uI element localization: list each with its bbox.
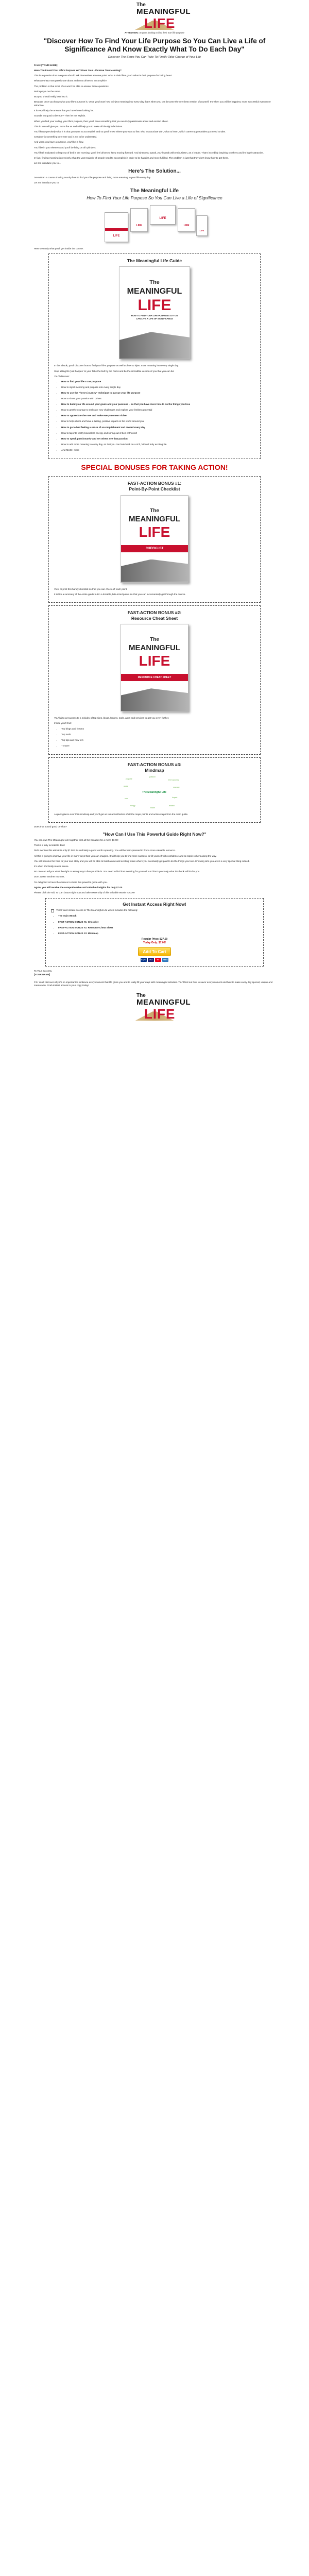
attention-text: Anyone looking to find their true life purpose bbox=[139, 31, 184, 34]
list-item: • How to help others and have a lasting, positive impact on the world around you bbox=[61, 420, 255, 423]
bundle-monitor bbox=[150, 205, 176, 225]
letter-paragraph: Certainty is something very rare and is not to be underrated. bbox=[34, 135, 97, 139]
mindmap-node: goals bbox=[124, 785, 128, 788]
bonus-3-name: Mindmap bbox=[145, 767, 164, 773]
letter-paragraph: Have You Found Your Life's Purpose Yet? Does Your Life Have True Meaning? bbox=[34, 69, 122, 72]
list-item: • How to tap into vastly boundless energy and spring out of bed enthused! bbox=[61, 432, 255, 435]
bonus-3-title: FAST-ACTION BONUS #3: bbox=[127, 761, 182, 767]
bonus-2-inside: Inside you'll find: bbox=[54, 722, 72, 725]
bonus-2-cover bbox=[121, 624, 188, 711]
letter-paragraph: Let me introduce you to... bbox=[34, 162, 61, 165]
letter-paragraph: You'll be in your element and you'll be firing on all cylinders. bbox=[34, 146, 96, 149]
cover-the: The bbox=[150, 637, 159, 643]
mindmap-node: passion bbox=[149, 776, 156, 778]
header-logo bbox=[106, 0, 203, 30]
guide-bullets bbox=[54, 380, 255, 452]
letter-paragraph: This is a question that everyone should ask themselves at some point: what is their life's goal? What is their purpose for being here? bbox=[34, 74, 173, 77]
closing-paragraph: Did I mention this eBook is only $7.00? It's definitely a good worth repeating. You will be hard-pressed to find a more valuable resource. bbox=[34, 849, 176, 852]
letter-paragraph: The problem is that most of us won't be able to answer these questions. bbox=[34, 84, 109, 88]
closing-paragraph: Please click the Add To Cart button right now and take ownership of this valuable eBook TODAY! bbox=[34, 891, 135, 894]
checkout-agree-text: Yes! I want instant access to The Meaningful Life which includes the following: bbox=[56, 909, 138, 912]
sales-page bbox=[0, 0, 309, 1022]
regular-price: Regular Price: $27.00 bbox=[141, 937, 168, 941]
list-item: • Top tips and how to's bbox=[61, 739, 255, 742]
ps-text: P.S. You'll discover why it's so important to embrace every moment that life gives you and to really fill your days with meaningful activities. You'll find out how to savor every moment and how to make every day special, unique and memorable. Grab instant access to your copy today! bbox=[34, 980, 273, 987]
list-item: • FAST-ACTION BONUS #2: Resource Cheat Sheet bbox=[58, 926, 258, 930]
agree-checkbox[interactable] bbox=[51, 909, 54, 912]
logo-meaningful: MEANINGFUL bbox=[136, 7, 191, 16]
checkout-title: Get Instant Access Right Now! bbox=[123, 901, 186, 907]
checkout-box bbox=[45, 898, 264, 967]
letter-from: From: [YOUR NAME] bbox=[34, 63, 58, 66]
letter-paragraph: When you find your calling, your life's purpose, then you'll have something that you are truly passionate about and excited about. bbox=[34, 120, 168, 123]
cover-road-graphic bbox=[119, 332, 190, 359]
cta-heading: "How Can I Use This Powerful Guide Right Now?" bbox=[102, 832, 207, 837]
bonus-2-list bbox=[54, 727, 255, 748]
closing-paragraph: That is a truly incredible deal! bbox=[34, 844, 65, 847]
paypal-icon: PayPal bbox=[141, 958, 146, 961]
amex-icon: AMEX bbox=[163, 958, 168, 961]
main-column bbox=[34, 37, 275, 988]
letter-paragraph: In fact, finding meaning is precisely what the vast majority of people need to accomplish in order to be happier and more fulfilled. The problem is just that they don't know how to get there. bbox=[34, 156, 229, 159]
guide-box bbox=[48, 253, 261, 459]
cover-road-graphic bbox=[121, 688, 188, 711]
list-item: • How to inject meaning and purpose into every single day bbox=[61, 386, 255, 389]
list-item: • How to get the courage to embrace new challenges and explore your limitless potential bbox=[61, 409, 255, 412]
logo-life: LIFE bbox=[144, 15, 176, 31]
letter-paragraph: Sounds too good to be true? Then let me explain. bbox=[34, 114, 86, 117]
cover-road-graphic bbox=[121, 560, 188, 582]
footer-logo bbox=[106, 991, 203, 1021]
today-price: Today Only: $7.00! bbox=[143, 941, 166, 945]
guide-box-title: The Meaningful Life Guide bbox=[127, 258, 182, 263]
list-item: • The main eBook bbox=[58, 914, 258, 918]
cover-the: The bbox=[149, 279, 160, 286]
bundle-book-label: LIFE bbox=[136, 224, 142, 228]
bonus-1-title: FAST-ACTION BONUS #1: bbox=[127, 481, 182, 486]
product-title: The Meaningful Life bbox=[130, 188, 179, 194]
bonus-2-text: You'll also get access to a minidex of top sites, blogs, forums, tools, apps and services to get you even further. bbox=[54, 717, 169, 720]
bundle-book-label: LIFE bbox=[199, 229, 204, 232]
checkout-items bbox=[51, 914, 258, 935]
mindmap-node: impact bbox=[172, 796, 178, 799]
bundle-tablet bbox=[196, 215, 208, 236]
signature-line-1: To Your Success, bbox=[34, 969, 53, 972]
guide-cover bbox=[119, 266, 190, 359]
list-item: • How to find your life's true purpose bbox=[61, 380, 255, 384]
solution-paragraph: I've written a course sharing exactly how to find your life purpose and bring more meaning to your life every day. bbox=[34, 176, 151, 179]
letter-paragraph: It is very likely the answer that you have been looking for. bbox=[34, 109, 94, 112]
list-item: • How to appreciate the now and make every moment richer bbox=[61, 414, 255, 418]
cover-meaningful: MEANINGFUL bbox=[129, 643, 180, 653]
mindmap-image bbox=[124, 775, 185, 811]
bonus-1-cover bbox=[121, 495, 188, 583]
list-item: • How to speak passionately and set others see that passion bbox=[61, 437, 255, 441]
guide-discover: You'll discover: bbox=[54, 375, 70, 378]
mindmap-center: The Meaningful Life bbox=[142, 791, 166, 794]
closing-paragraph: No one can tell you what the right or wrong way to live your life is. You need to find that meaning for yourself. And that's precisely what this book will do for you. bbox=[34, 870, 200, 873]
bonus-2-title: FAST-ACTION BONUS #2: bbox=[127, 610, 182, 616]
closing-paragraph: All this is going to improve your life in more ways than you can imagine. It will help you to find more success, to fill yourself with confidence and to inspire others along the way. bbox=[34, 854, 217, 857]
solution-paragraph: Let me introduce you to: bbox=[34, 181, 60, 184]
mindmap-node: share bbox=[150, 807, 155, 809]
cover-meaningful: MEANINGFUL bbox=[127, 287, 182, 296]
letter-paragraph: But you should really look into it. bbox=[34, 95, 68, 98]
letter-paragraph: Because once you know what your life's purpose is. Once you know how to inject meaning into every day that's when you can become the very best version of yourself. It's when you will be happiest, more successful even more attractive. bbox=[34, 100, 271, 107]
list-item: • How to use the "hero's journey" technique to pursue your life purpose bbox=[61, 392, 255, 395]
bundle-book bbox=[105, 212, 128, 242]
cover-meaningful: MEANINGFUL bbox=[129, 514, 180, 523]
guide-intro-2: Stop letting life 'just happen' to you! Take the bull by the horns and be the incredible version of you that you can be! bbox=[54, 369, 175, 372]
closing-paragraph: Don't waste another moment. bbox=[34, 875, 65, 878]
bundle-book bbox=[130, 208, 148, 232]
bonus-heading: SPECIAL BONUSES FOR TAKING ACTION! bbox=[81, 463, 228, 471]
mindmap-node: now bbox=[125, 798, 128, 800]
guide-intro: In this ebook, you'll discover how to find your life's purpose as well as how to inject more meaning into every single day. bbox=[54, 364, 179, 367]
letter-paragraph: You'll know precisely what it is that you want to accomplish and so you'll know where you want to live, who to associate with, what to learn, which career opportunities you need to take. bbox=[34, 130, 226, 133]
mindmap-node: hero's journey bbox=[168, 779, 179, 782]
list-item: • How to build your life around your goals and your passions – so that you have more time to do the things you love bbox=[61, 403, 255, 406]
page-headline: "Discover How To Find Your Life Purpose So You Can Live a Life of Significance And Know Exactly What To Do Each Day" bbox=[43, 37, 266, 53]
product-bundle-image bbox=[100, 203, 209, 244]
closing-paragraph: Again, you will receive the comprehensive and valuable insights for only $7.00 bbox=[34, 886, 123, 889]
bonus-1-cover-label: CHECKLIST bbox=[121, 545, 188, 552]
bonus-2-name: Resource Cheat Sheet bbox=[131, 615, 178, 621]
cover-life: LIFE bbox=[139, 653, 170, 669]
mindmap-node: reward bbox=[169, 805, 175, 807]
list-item: • FAST-ACTION BONUS #3: Mindmap bbox=[58, 932, 258, 936]
mindmap-node: energy bbox=[130, 805, 135, 807]
logo-the: The bbox=[136, 2, 146, 8]
closing-paragraph: I'm delighted to have the chance to share this powerful guide with you. bbox=[34, 880, 108, 884]
list-item: • + more! bbox=[61, 744, 255, 748]
list-item: • How to share your passion with others bbox=[61, 397, 255, 401]
checkout-agree-row bbox=[51, 909, 258, 912]
cover-caption: HOW TO FIND YOUR LIFE PURPOSE SO YOU CAN LIVE A LIFE OF SIGNIFICANCE bbox=[131, 314, 178, 320]
after-bundle-text: Here's exactly what you'll get inside the course: bbox=[34, 247, 84, 250]
bundle-book bbox=[178, 208, 195, 232]
cover-life: LIFE bbox=[138, 297, 171, 314]
cover-life: LIFE bbox=[139, 523, 170, 540]
attention-label: ATTENTION: bbox=[125, 31, 139, 34]
sound-good-text: Does that sound good or what? bbox=[34, 825, 67, 828]
letter-paragraph: You'll feel motivated to leap out of bed in the morning, you'll feel driven to keep moving forward. And when you speak, you'll speak with enthusiasm, as a leader. That's incredibly inspiring to others and it's highly attractive. bbox=[34, 151, 264, 154]
payment-cards bbox=[51, 958, 258, 962]
bundle-book-label: LIFE bbox=[113, 234, 120, 238]
product-subtitle: How To Find Your Life Purpose So You Can Live a Life of Significance bbox=[87, 195, 222, 201]
mindmap-node: purpose bbox=[126, 778, 132, 781]
visa-icon: VISA bbox=[148, 958, 154, 962]
bonus-2-cover-label: RESOURCE CHEAT SHEET bbox=[121, 674, 188, 681]
list-item: • How to go to bed feeling a sense of accomplishment and reward every day bbox=[61, 426, 255, 430]
bundle-book-label: LIFE bbox=[183, 224, 190, 228]
logo-life: LIFE bbox=[144, 1006, 176, 1022]
bonus-2-box bbox=[48, 605, 261, 755]
letter-paragraph: What are they most passionate about and most driven to accomplish? bbox=[34, 79, 107, 82]
mastercard-icon: MC bbox=[155, 958, 161, 962]
bonus-3-box bbox=[48, 757, 261, 823]
logo-the: The bbox=[136, 993, 146, 999]
signature-line-2: [YOUR NAME] bbox=[34, 973, 50, 976]
closing-paragraph: You can own The Meaningful Life together with all the bonuses for a mere $7.00! bbox=[34, 839, 118, 842]
solution-heading: Here's The Solution... bbox=[128, 168, 181, 174]
list-item: • Top blogs and forums bbox=[61, 727, 255, 731]
list-item: • How to add more meaning to every day, so that you can look back on a rich, full and truly exciting life bbox=[61, 443, 255, 447]
list-item: • Top tools bbox=[61, 733, 255, 737]
bonus-1-text: It is like a summery of the entire guide but in a tickable, bite-sized points so that you can incrementally get through the course. bbox=[54, 592, 186, 596]
bundle-book-label: LIFE bbox=[159, 216, 166, 220]
page-subheadline: Discover The Steps You Can Take To Finally Take Charge of Your Life bbox=[108, 56, 201, 59]
letter-paragraph: Perhaps you're the same. bbox=[34, 90, 61, 93]
cover-the: The bbox=[150, 507, 159, 514]
bonus-1-text: View or print this handy checklist so that you can check off each point. bbox=[54, 587, 128, 590]
closing-paragraph: It's when life finally makes sense. bbox=[34, 865, 69, 868]
list-item: • FAST-ACTION BONUS #1: Checklist bbox=[58, 921, 258, 924]
closing-paragraph: You will become the hero to your own story and you will be able to build a new and exciting future where you eventually get paid to do the things you love. Knowing who you are is a very special thing indeed. bbox=[34, 859, 250, 862]
letter-paragraph: This in turn will give you more fire as and will help you to make all the right decisions. bbox=[34, 125, 123, 128]
add-to-cart-button[interactable]: Add To Cart bbox=[138, 947, 171, 956]
sales-letter bbox=[34, 64, 275, 165]
mindmap-node: courage bbox=[173, 786, 180, 789]
list-item: • And MUCH more bbox=[61, 449, 255, 452]
bonus-3-text: A quick glance over this mindmap and you'll get an instant refresher of all the major points and action steps from the main guide. bbox=[54, 813, 188, 816]
bonus-1-name: Point-By-Point Checklist bbox=[129, 486, 180, 492]
logo-meaningful: MEANINGFUL bbox=[136, 998, 191, 1007]
bonus-1-box bbox=[48, 476, 261, 603]
letter-paragraph: And when you have a purpose, you'll be in flow. bbox=[34, 141, 84, 144]
